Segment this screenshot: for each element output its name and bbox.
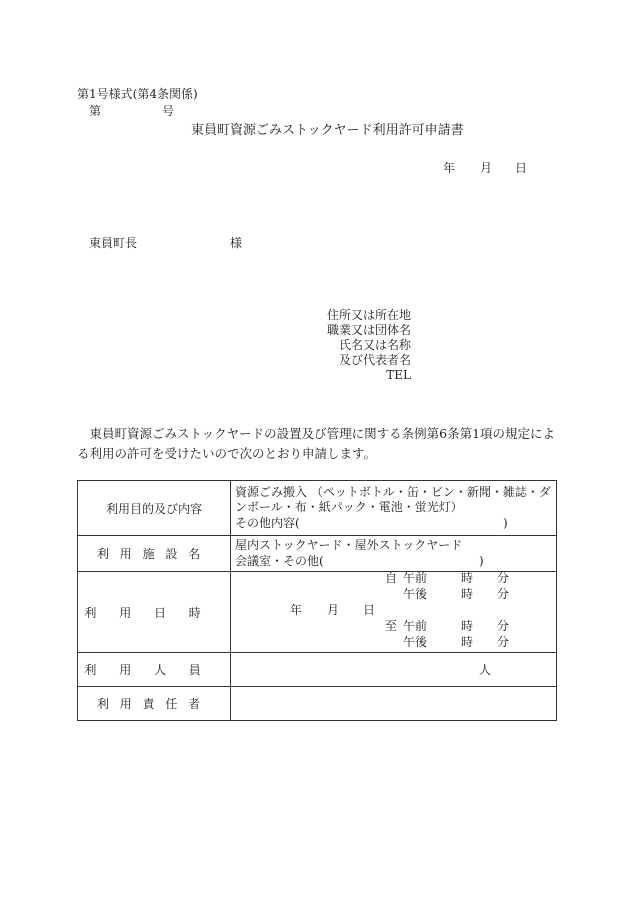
value-people [231,653,557,687]
purpose-line1: 資源ごみ搬入 （ペットボトル・缶・ビン・新聞・雑誌・ダ [235,484,551,499]
date-month-cell: 月 [327,603,340,617]
label-datetime-text: 利用日時 [84,605,224,620]
label-datetime [78,572,231,653]
facility-other-close: ) [479,553,484,568]
value-purpose [231,481,557,536]
label-responsible-text: 利用責任者 [96,697,211,711]
date-month: 月 [480,161,493,175]
body-paragraph: 東員町資源ごみストックヤードの設置及び管理に関する条例第6条第1項の規定による利用の許可を受けたいので次のとおり申請します。 [77,426,556,461]
label-people-text: 利用人員 [84,663,224,677]
date-day: 日 [515,161,528,175]
value-datetime [231,572,557,653]
from-am-hour: 時 [461,571,474,585]
addressee-honorific: 様 [230,236,243,250]
purpose-line3 [231,516,556,532]
row-responsible [78,687,557,721]
form-id: 第1号様式(第4条関係) [77,87,198,101]
purpose-line2: ンボール・布・紙パック・電池・蛍光灯） [235,500,463,515]
to-am-minute: 分 [497,619,510,633]
from-label: 自 [385,571,398,585]
applicant-name: 氏名又は名称 [338,338,411,352]
facility-line2 [231,554,556,570]
from-pm-minute: 分 [497,587,510,601]
to-am: 午前 [403,619,428,633]
applicant-block [327,308,411,383]
from-am: 午前 [403,571,428,585]
number-suffix: 号 [162,104,175,118]
row-purpose [78,481,557,536]
applicant-representative: 及び代表者名 [338,353,411,367]
number-prefix: 第 [89,104,102,118]
label-facility [78,536,231,572]
document-title: 東員町資源ごみストックヤード利用許可申請書 [191,123,464,138]
to-am-hour: 時 [461,619,474,633]
row-datetime [78,572,557,653]
from-am-minute: 分 [497,571,510,585]
label-responsible [78,687,231,721]
applicant-occupation: 職業又は団体名 [326,323,411,337]
purpose-other-close: ) [503,515,508,530]
label-facility-text: 利用施設名 [96,547,211,561]
value-responsible [231,687,557,721]
date-year-cell: 年 [290,603,303,617]
row-people [78,653,557,687]
facility-line1: 屋内ストックヤード・屋外ストックヤード [235,538,463,552]
date-day-cell: 日 [363,603,376,617]
to-label: 至 [385,619,398,633]
label-purpose: 利用目的及び内容 [78,481,231,536]
addressee-name: 東員町長 [89,236,138,250]
to-pm-minute: 分 [497,635,510,649]
applicant-address: 住所又は所在地 [326,308,411,322]
facility-other-open: 会議室・その他( [235,553,324,568]
application-table [77,480,557,721]
value-facility [231,536,557,572]
row-facility [78,536,557,572]
from-pm: 午後 [403,587,428,601]
applicant-tel: TEL [386,368,411,382]
from-pm-hour: 時 [461,587,474,601]
purpose-other-open: その他内容( [235,515,300,530]
people-unit: 人 [479,662,492,677]
label-people [78,653,231,687]
to-pm-hour: 時 [461,635,474,649]
date-year: 年 [443,161,456,175]
to-pm: 午後 [403,635,428,649]
